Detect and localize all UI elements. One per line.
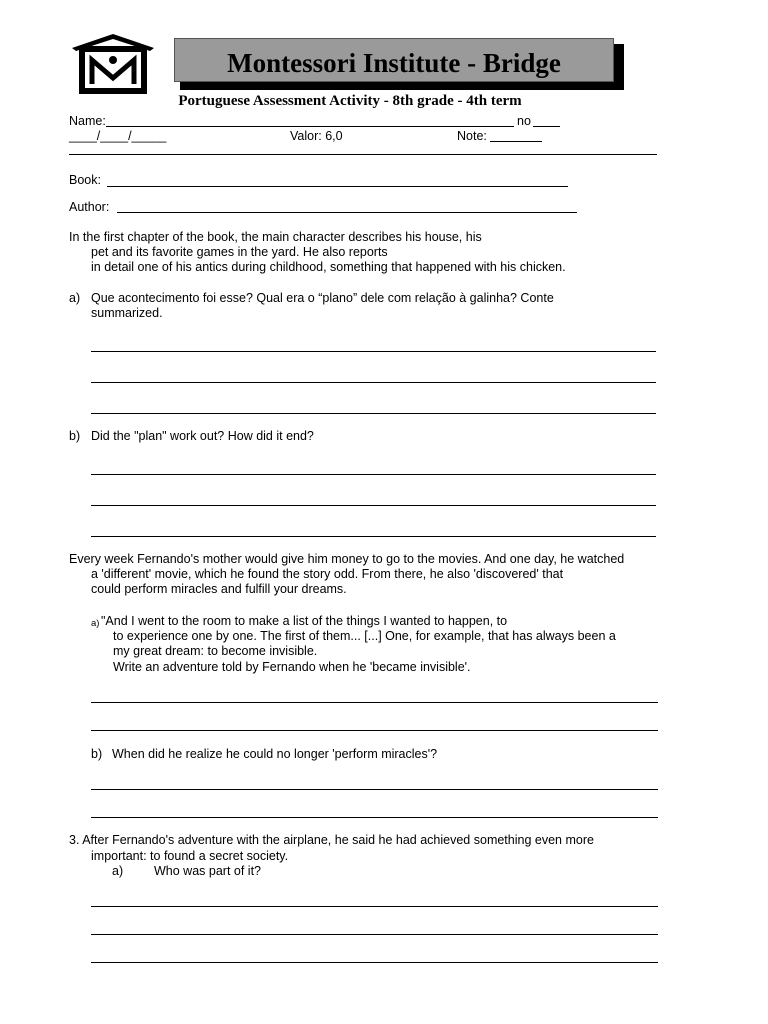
question-2b-label: b) (91, 747, 103, 761)
answer-line[interactable] (91, 934, 658, 935)
school-title: Montessori Institute - Bridge (227, 48, 561, 78)
question-1b-label: b) (69, 429, 81, 443)
answer-line[interactable] (91, 413, 656, 414)
answer-line[interactable] (91, 474, 656, 475)
date-field[interactable]: ____/____/_____ (69, 129, 167, 143)
question-3a-text: Who was part of it? (154, 864, 261, 878)
answer-line[interactable] (91, 730, 658, 731)
assessment-subtitle: Portuguese Assessment Activity - 8th grade - 4th term (178, 93, 522, 109)
section-2-line-3: could perform miracles and fulfill your dreams. (91, 582, 347, 596)
intro-line-1: In the first chapter of the book, the main character describes his house, his (69, 230, 482, 244)
header-divider (69, 154, 657, 155)
answer-line[interactable] (91, 962, 658, 963)
section-2-line-1: Every week Fernando's mother would give him money to go to the movies. And one day, he watched (69, 552, 625, 566)
note-field[interactable] (490, 141, 542, 142)
intro-line-2: pet and its favorite games in the yard. He also reports (91, 245, 388, 259)
question-1b-text: Did the "plan" work out? How did it end? (91, 429, 314, 443)
answer-line[interactable] (91, 789, 658, 790)
book-label: Book: (69, 173, 101, 187)
answer-line[interactable] (91, 505, 656, 506)
title-banner (174, 38, 614, 82)
question-3a-label: a) (112, 864, 124, 878)
question-1a-line-1: Que acontecimento foi esse? Qual era o “plano” dele com relação à galinha? Conte (91, 291, 554, 305)
answer-line[interactable] (91, 702, 658, 703)
answer-line[interactable] (91, 351, 656, 352)
question-2b-text: When did he realize he could no longer 'perform miracles'? (112, 747, 438, 761)
answer-line[interactable] (91, 906, 658, 907)
question-1a-line-2: summarized. (91, 306, 163, 320)
author-field[interactable] (117, 212, 577, 213)
question-2a-label: a) (91, 618, 100, 629)
author-label: Author: (69, 200, 110, 214)
question-2a-line-4: Write an adventure told by Fernando when he 'became invisible'. (113, 660, 471, 674)
question-2a-line-2: to experience one by one. The first of them... [...] One, for example, that has always been a (113, 629, 616, 643)
note-label: Note: (457, 129, 487, 143)
number-label: no (517, 114, 531, 128)
valor-label: Valor: 6,0 (290, 129, 343, 143)
name-field[interactable] (106, 126, 514, 127)
intro-line-3: in detail one of his antics during childhood, something that happened with his chicken. (91, 260, 566, 274)
answer-line[interactable] (91, 536, 656, 537)
section-3-line-1: 3. After Fernando's adventure with the airplane, he said he had achieved something even more (69, 833, 594, 847)
answer-line[interactable] (91, 382, 656, 383)
answer-line[interactable] (91, 817, 658, 818)
section-3-line-2: important: to found a secret society. (91, 849, 289, 863)
question-1a-label: a) (69, 291, 81, 305)
section-2-line-2: a 'different' movie, which he found the story odd. From there, he also 'discovered' that (91, 567, 564, 581)
question-2a-line-3: my great dream: to become invisible. (113, 644, 318, 658)
number-field[interactable] (533, 126, 560, 127)
name-label: Name: (69, 114, 106, 128)
school-logo (70, 32, 156, 94)
question-2a-line-1: "And I went to the room to make a list of the things I wanted to happen, to (101, 614, 508, 628)
book-field[interactable] (107, 186, 568, 187)
